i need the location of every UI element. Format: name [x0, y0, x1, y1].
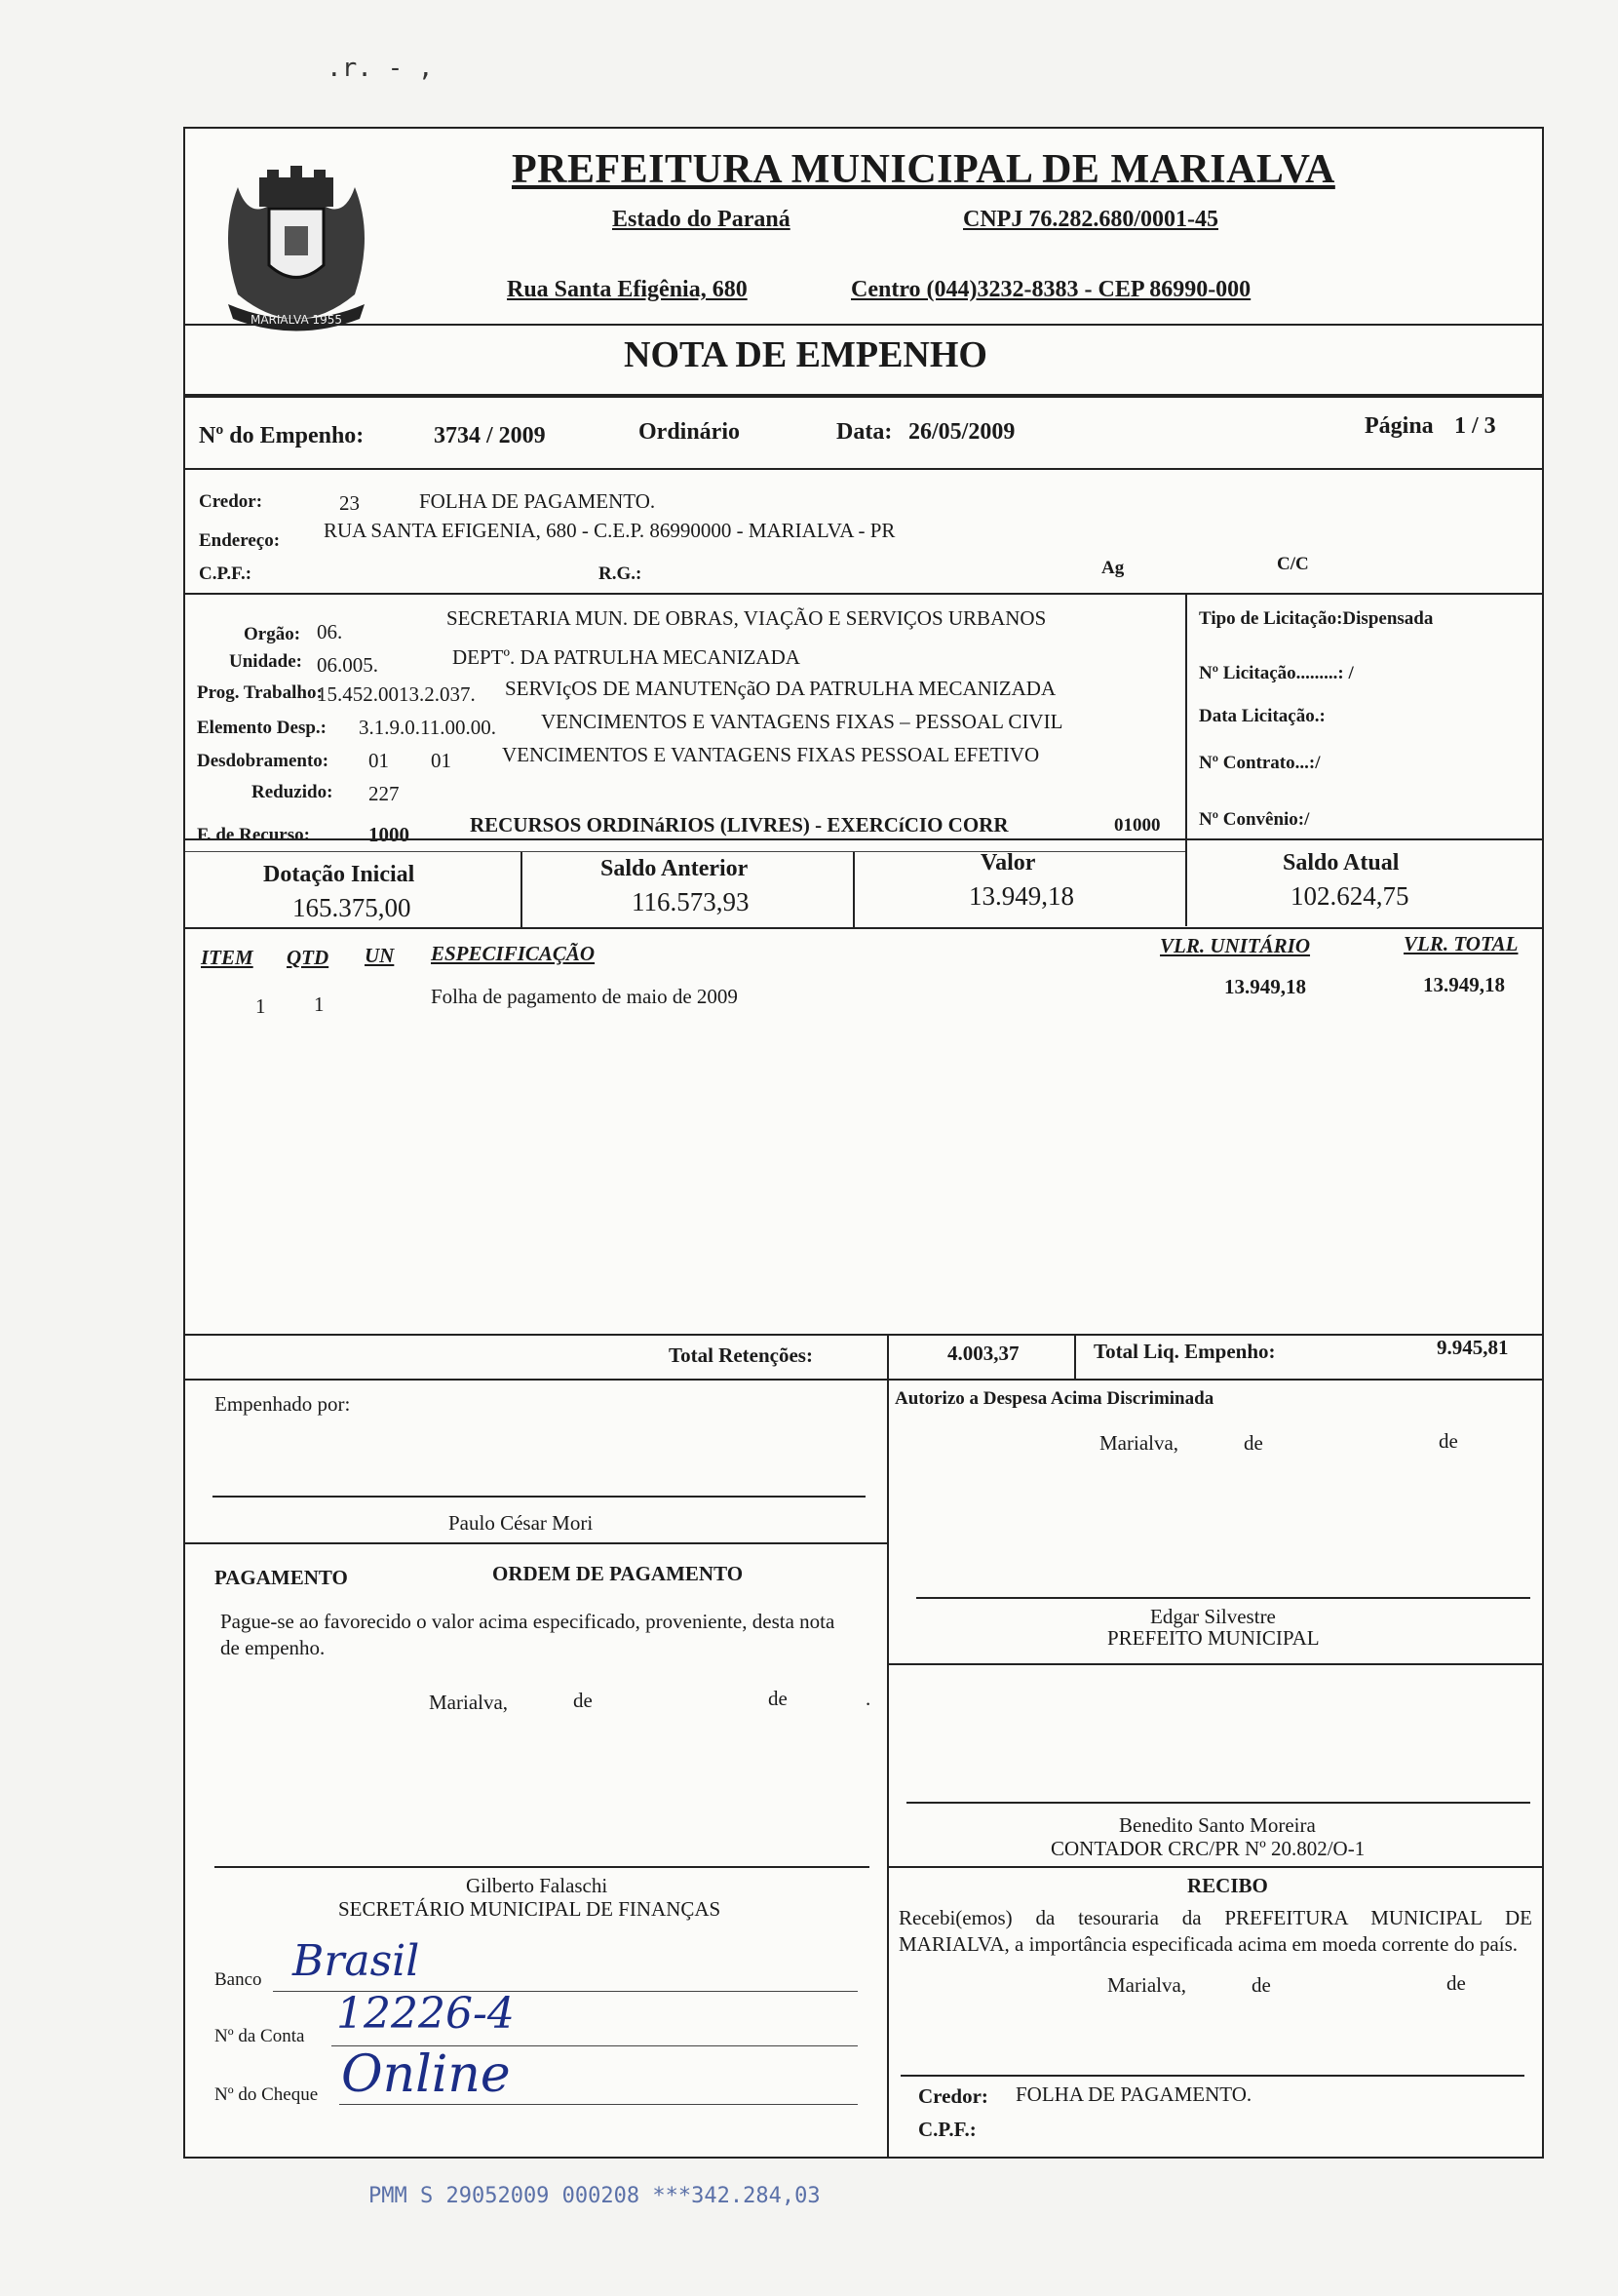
saldo-anterior-value: 116.573,93	[632, 887, 750, 916]
licitacao-tipo: Tipo de Licitação:Dispensada	[1199, 608, 1434, 629]
prog-code: 15.452.0013.2.037.	[317, 682, 476, 706]
reduzido-code: 227	[368, 782, 400, 805]
pague-text: Pague-se ao favorecido o valor acima especificado, proveniente, desta nota de empenho.	[220, 1610, 835, 1659]
recibo-cpf-label: C.P.F.:	[918, 2118, 977, 2141]
elemento-label: Elemento Desp.:	[197, 718, 327, 738]
prog-label: Prog. Trabalho:	[197, 682, 323, 703]
scan-mark: .r. - ,	[327, 54, 434, 83]
saldo-atual-label: Saldo Atual	[1283, 850, 1400, 876]
empenho-number: 3734 / 2009	[434, 423, 546, 448]
register-stamp: PMM S 29052009 000208 ***342.284,03	[368, 2184, 821, 2208]
unidade-code: 06.005.	[317, 653, 378, 677]
unidade-label: Unidade:	[229, 651, 302, 672]
secretario-name: Gilberto Falaschi	[466, 1874, 608, 1897]
col-spec: ESPECIFICAÇÃO	[431, 942, 596, 965]
recurso-label: F. de Recurso:	[197, 825, 310, 845]
dotacao-label: Dotação Inicial	[263, 862, 415, 887]
elemento-code: 3.1.9.0.11.00.00.	[359, 716, 496, 739]
ag-label: Ag	[1101, 558, 1125, 578]
recibo-de-1: de	[1252, 1973, 1271, 1997]
liquido-value: 9.945,81	[1437, 1336, 1509, 1359]
recibo-de-2: de	[1446, 1971, 1466, 1995]
contrato-numero: Nº Contrato...:/	[1199, 753, 1321, 773]
date-label: Data:	[836, 419, 893, 445]
address-label: Endereço:	[199, 530, 281, 551]
credor-label: Credor:	[199, 491, 263, 512]
col-unit: VLR. UNITÁRIO	[1160, 934, 1311, 957]
convenio-numero: Nº Convênio:/	[1199, 809, 1310, 830]
recibo-city: Marialva,	[1107, 1973, 1187, 1997]
center-phone-cep: Centro (044)3232-8383 - CEP 86990-000	[851, 277, 1252, 302]
autorizo-label: Autorizo a Despesa Acima Discriminada	[895, 1388, 1214, 1409]
conta-label: Nº da Conta	[214, 2026, 305, 2046]
empenhado-label: Empenhado por:	[214, 1392, 351, 1416]
ordem-city: Marialva,	[429, 1691, 509, 1714]
state-label: Estado do Paraná	[612, 207, 790, 232]
empenho-number-label: Nº do Empenho:	[199, 423, 365, 448]
orgao-label: Orgão:	[244, 624, 301, 644]
coat-of-arms-icon	[199, 148, 394, 343]
document-title: NOTA DE EMPENHO	[624, 334, 987, 375]
empenhado-name: Paulo César Mori	[448, 1511, 594, 1535]
credor-address: RUA SANTA EFIGENIA, 680 - C.E.P. 86990000 - MARIALVA - PR	[324, 519, 896, 542]
desdobramento-label: Desdobramento:	[197, 751, 329, 771]
prog-desc: SERVIçOS DE MANUTENçãO DA PATRULHA MECANIZADA	[505, 677, 1057, 700]
elemento-desc: VENCIMENTOS E VANTAGENS FIXAS – PESSOAL CIVIL	[541, 710, 1063, 733]
ordem-de-2: de	[768, 1687, 788, 1710]
prefeito-title: PREFEITO MUNICIPAL	[1107, 1626, 1320, 1650]
row-qtd: 1	[314, 992, 325, 1016]
nota-de-empenho-form	[183, 127, 1544, 2159]
col-qtd: QTD	[287, 946, 329, 969]
ordem-de-1: de	[573, 1689, 593, 1712]
row-spec: Folha de pagamento de maio de 2009	[431, 985, 738, 1008]
recurso-desc: RECURSOS ORDINáRIOS (LIVRES) - EXERCíCIO CORR	[470, 813, 1009, 837]
orgao-desc: SECRETARIA MUN. DE OBRAS, VIAÇÃO E SERVIÇOS URBANOS	[446, 606, 1047, 630]
autorizo-de-1: de	[1244, 1431, 1263, 1455]
rg-label: R.G.:	[598, 564, 642, 584]
reduzido-label: Reduzido:	[251, 782, 333, 802]
contador-name: Benedito Santo Moreira	[1119, 1813, 1316, 1837]
empenho-date: 26/05/2009	[908, 419, 1016, 445]
row-total: 13.949,18	[1423, 973, 1505, 996]
col-item: ITEM	[201, 946, 253, 969]
row-item: 1	[255, 994, 266, 1018]
recurso-code: 1000	[368, 823, 409, 846]
credor-name: FOLHA DE PAGAMENTO.	[419, 489, 656, 513]
contador-title: CONTADOR CRC/PR Nº 20.802/O-1	[1051, 1837, 1366, 1860]
org-title: PREFEITURA MUNICIPAL DE MARIALVA	[512, 147, 1335, 192]
empenho-type: Ordinário	[638, 419, 741, 445]
ordem-dot: .	[866, 1687, 871, 1710]
secretario-title: SECRETÁRIO MUNICIPAL DE FINANÇAS	[338, 1897, 721, 1921]
cpf-label: C.P.F.:	[199, 564, 252, 584]
prefeito-name: Edgar Silvestre	[1150, 1605, 1276, 1628]
licitacao-numero: Nº Licitação.........: /	[1199, 663, 1354, 683]
recibo-credor-name: FOLHA DE PAGAMENTO.	[1016, 2082, 1252, 2106]
desdobramento-desc: VENCIMENTOS E VANTAGENS FIXAS PESSOAL EFETIVO	[502, 743, 1040, 766]
desdobramento-code-2: 01	[431, 749, 451, 772]
valor-label: Valor	[981, 850, 1036, 876]
cheque-handwritten: Online	[341, 2045, 511, 2104]
col-un: UN	[365, 944, 395, 967]
saldo-atual-value: 102.624,75	[1291, 881, 1409, 911]
licitacao-data: Data Licitação.:	[1199, 706, 1326, 726]
street-address: Rua Santa Efigênia, 680	[507, 277, 748, 302]
conta-handwritten: 12226-4	[336, 1989, 515, 2039]
autorizo-de-2: de	[1439, 1429, 1458, 1453]
credor-code: 23	[339, 491, 360, 515]
dotacao-value: 165.375,00	[292, 893, 411, 922]
saldo-anterior-label: Saldo Anterior	[600, 856, 749, 881]
valor-value: 13.949,18	[969, 881, 1074, 911]
page-label: Página	[1365, 413, 1434, 439]
cheque-label: Nº do Cheque	[214, 2084, 319, 2105]
cnpj: CNPJ 76.282.680/0001-45	[963, 207, 1218, 232]
svg-text:MARIALVA 1955: MARIALVA 1955	[250, 313, 343, 327]
recibo-title: RECIBO	[1187, 1874, 1268, 1897]
col-total: VLR. TOTAL	[1404, 932, 1519, 955]
row-unit: 13.949,18	[1224, 975, 1306, 998]
banco-handwritten: Brasil	[292, 1936, 420, 1986]
cc-label: C/C	[1277, 554, 1309, 574]
unidade-desc: DEPTº. DA PATRULHA MECANIZADA	[452, 645, 800, 669]
pagamento-label: PAGAMENTO	[214, 1566, 348, 1589]
autorizo-city: Marialva,	[1099, 1431, 1179, 1455]
liquido-label: Total Liq. Empenho:	[1094, 1340, 1276, 1363]
banco-label: Banco	[214, 1969, 262, 1990]
recibo-credor-label: Credor:	[918, 2084, 988, 2108]
retencoes-label: Total Retenções:	[669, 1343, 813, 1367]
recurso-number: 01000	[1114, 815, 1161, 836]
orgao-code: 06.	[317, 620, 343, 643]
page-number: 1 / 3	[1454, 413, 1496, 439]
retencoes-value: 4.003,37	[947, 1342, 1020, 1365]
desdobramento-code-1: 01	[368, 749, 389, 772]
ordem-pagamento-label: ORDEM DE PAGAMENTO	[492, 1562, 744, 1585]
recibo-text: Recebi(emos) da tesouraria da PREFEITURA MUNICIPAL DE MARIALVA, a importância especificada acima em moeda corrente do país.	[899, 1906, 1532, 1956]
